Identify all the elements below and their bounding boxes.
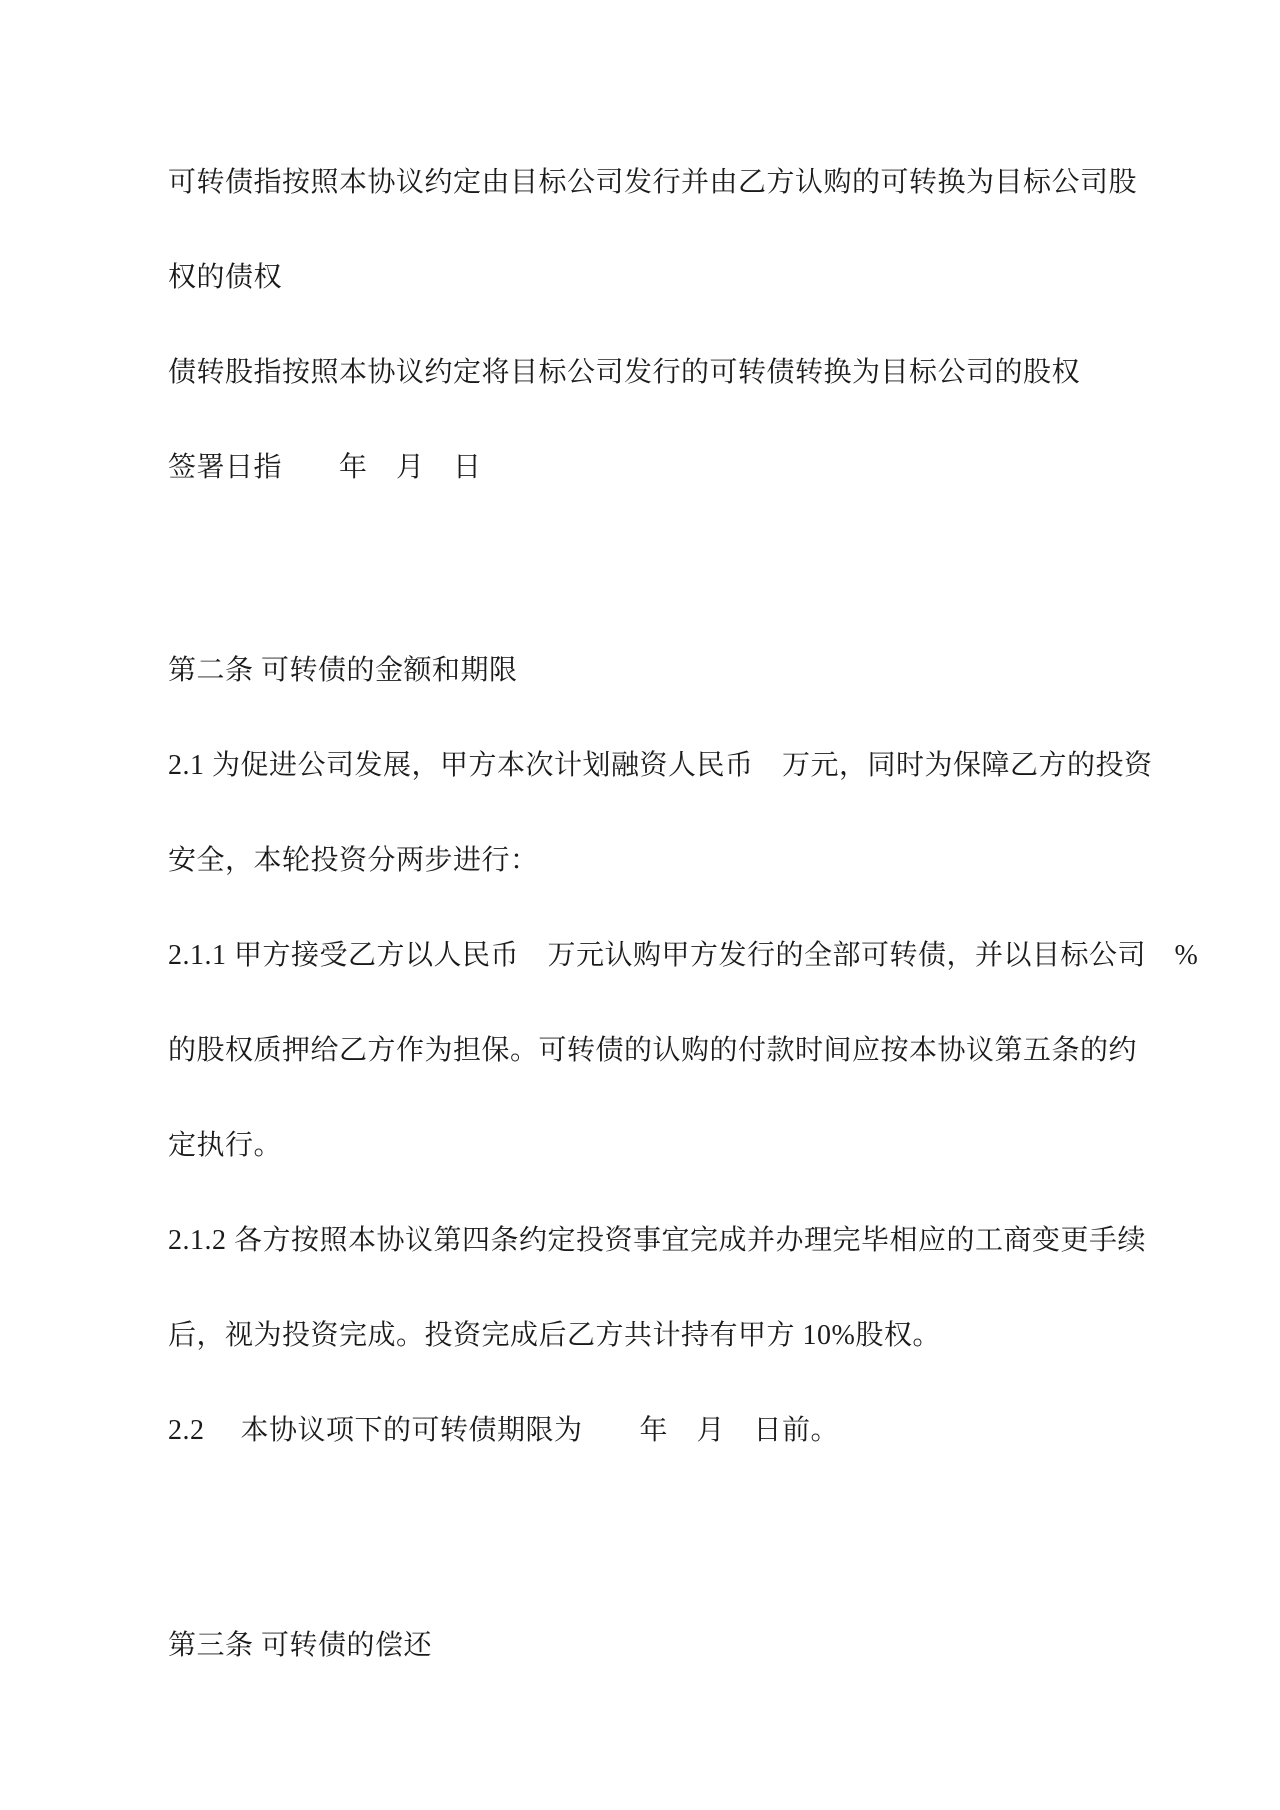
para-2-1-line1: 2.1 为促进公司发展，甲方本次计划融资人民币 万元，同时为保障乙方的投资: [168, 750, 1153, 781]
heading-article-2: 第二条 可转债的金额和期限: [168, 655, 518, 686]
para-definition-convertible-bond-line1: 可转债指按照本协议约定由目标公司发行并由乙方认购的可转换为目标公司股: [168, 167, 1138, 198]
paragraph-spacer: [168, 515, 1130, 623]
para-2-1-1-line1: 2.1.1 甲方接受乙方以人民币 万元认购甲方发行的全部可转债，并以目标公司 %: [168, 940, 1199, 971]
para-2-1-2-line2: 后，视为投资完成。投资完成后乙方共计持有甲方 10%股权。: [168, 1320, 941, 1351]
para-2-1-line2: 安全，本轮投资分两步进行：: [168, 845, 539, 876]
heading-article-3: 第三条 可转债的偿还: [168, 1630, 433, 1661]
para-definition-convertible-bond-line2: 权的债权: [168, 262, 283, 293]
para-definition-signing-date: 签署日指 年 月 日: [168, 452, 482, 483]
para-2-2: 2.2 本协议项下的可转债期限为 年 月 日前。: [168, 1415, 840, 1446]
para-2-1-1-line2: 的股权质押给乙方作为担保。可转债的认购的付款时间应按本协议第五条的约: [168, 1035, 1138, 1066]
paragraph-spacer: [168, 1478, 1130, 1598]
para-definition-debt-to-equity: 债转股指按照本协议约定将目标公司发行的可转债转换为目标公司的股权: [168, 357, 1081, 388]
para-2-1-2-line1: 2.1.2 各方按照本协议第四条约定投资事宜完成并办理完毕相应的工商变更手续: [168, 1225, 1147, 1256]
para-2-1-1-line3: 定执行。: [168, 1130, 283, 1161]
